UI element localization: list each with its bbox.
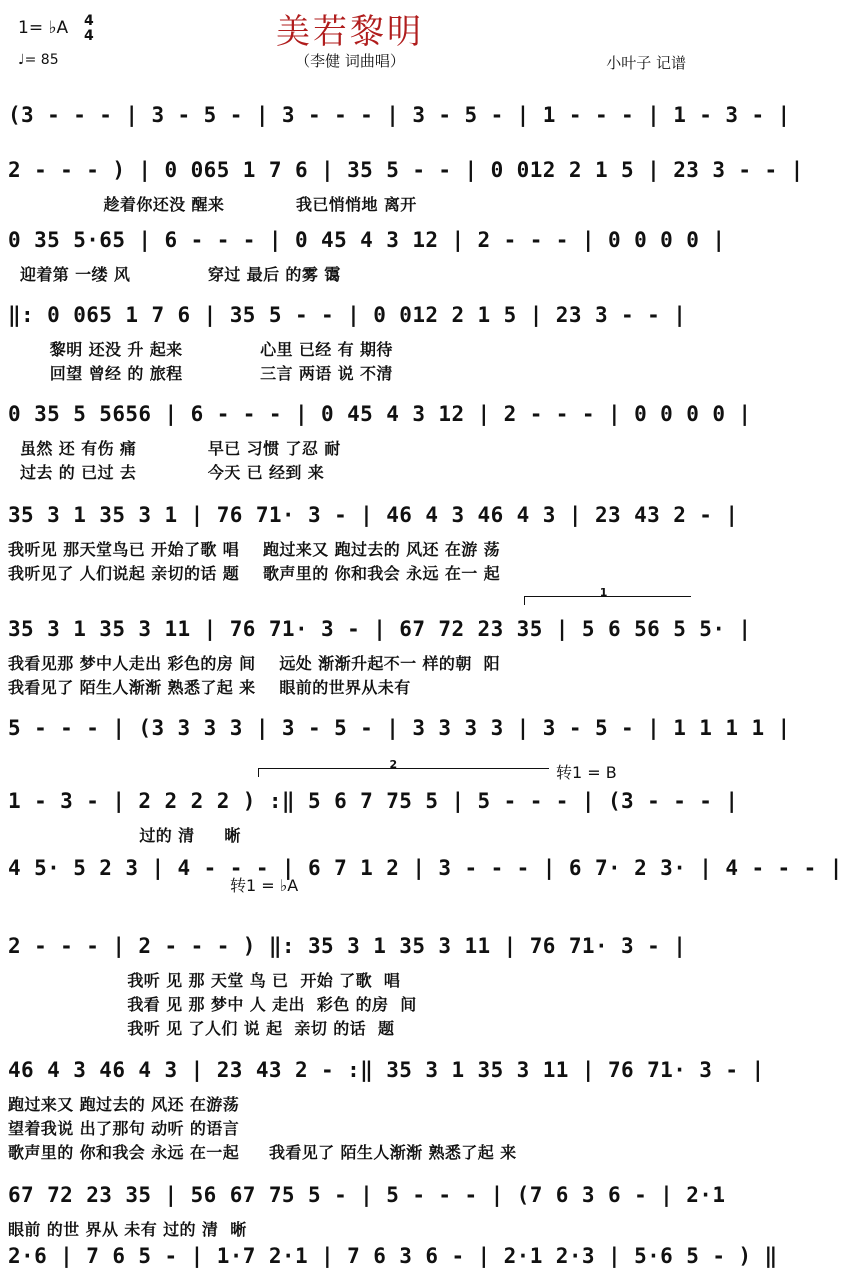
jianpu-notes: 46 4 3 46 4 3 | 23 43 2 - :‖ 35 3 1 35 3 11 | 76 71· 3 - | <box>8 1058 765 1082</box>
jianpu-notes: 0 35 5 5656 | 6 - - - | 0 45 4 3 12 | 2 - - - | 0 0 0 0 | <box>8 402 752 426</box>
volta-number: 2 <box>389 758 398 771</box>
lyric-line: 歌声里的 你和我会 永远 在一起 我看见了 陌生人渐渐 熟悉了起 来 <box>8 1143 517 1162</box>
jianpu-notes: 0 35 5·65 | 6 - - - | 0 45 4 3 12 | 2 - - - | 0 0 0 0 | <box>8 228 726 252</box>
notation-row <box>8 617 752 697</box>
jianpu-notes: 35 3 1 35 3 1 | 76 71· 3 - | 46 4 3 46 4 3 | 23 43 2 - | <box>8 503 739 527</box>
lyric-line: 我听见 那天堂鸟已 开始了歌 唱 跑过来又 跑过去的 风还 在游 荡 <box>8 540 501 559</box>
lyric-line: 我看见那 梦中人走出 彩色的房 间 远处 渐渐升起不一 样的朝 阳 <box>8 654 501 673</box>
lyric-line: 我听见了 人们说起 亲切的话 题 歌声里的 你和我会 永远 在一 起 <box>8 564 501 583</box>
notation-row <box>8 1058 765 1162</box>
lyric-line: 虽然 还 有伤 痛 早已 习惯 了忍 耐 <box>8 439 341 458</box>
notation-row <box>8 856 843 880</box>
jianpu-notes: 2·6 | 7 6 5 - | 1·7 2·1 | 7 6 3 6 - | 2·1 2·3 | 5·6 5 - ) ‖ <box>8 1244 778 1268</box>
volta-bracket-2 <box>258 758 549 777</box>
jianpu-notes: (3 - - - | 3 - 5 - | 3 - - - | 3 - 5 - | 1 - - - | 1 - 3 - | <box>8 103 791 127</box>
modulation-marker: 转1 = ♭A <box>230 876 299 895</box>
lyric-line: 跑过来又 跑过去的 风还 在游荡 <box>8 1095 240 1114</box>
lyric-line: 我看 见 那 梦中 人 走出 彩色 的房 间 <box>8 995 417 1014</box>
jianpu-notes: ‖: 0 065 1 7 6 | 35 5 - - | 0 012 2 1 5 | 23 3 - - | <box>8 303 687 327</box>
volta-bracket-1 <box>524 586 691 605</box>
notation-row <box>8 503 739 583</box>
meter-top: 4 <box>84 13 94 29</box>
song-credits: （李健 词曲唱） <box>295 52 405 70</box>
jianpu-notes: 1 - 3 - | 2 2 2 2 ) :‖ 5 6 7 75 5 | 5 - - - | (3 - - - | <box>8 789 739 813</box>
jianpu-notes: 5 - - - | (3 3 3 3 | 3 - 5 - | 3 3 3 3 | 3 - 5 - | 1 1 1 1 | <box>8 716 791 740</box>
key-signature: 1= ♭A <box>18 18 69 38</box>
notation-row <box>8 934 692 1038</box>
jianpu-notes: 2 - - - ) | 0 065 1 7 6 | 35 5 - - | 0 012 2 1 5 | 23 3 - - | <box>8 158 804 182</box>
jianpu-notes: 67 72 23 35 | 56 67 75 5 - | 5 - - - | (7 6 3 6 - | 2·1 <box>8 1183 726 1207</box>
jianpu-notes: 2 - - - | 2 - - - ) ‖: 35 3 1 35 3 11 | 76 71· 3 - | <box>8 934 687 958</box>
lyric-line: 我听 见 了人们 说 起 亲切 的话 题 <box>8 1019 395 1038</box>
notation-row <box>8 1244 778 1268</box>
transcriber-credit: 小叶子 记谱 <box>606 54 686 72</box>
notation-row <box>8 1183 726 1239</box>
modulation-marker: 转1 = B <box>556 763 617 782</box>
jianpu-notes: 35 3 1 35 3 11 | 76 71· 3 - | 67 72 23 35 | 5 6 56 5 5· | <box>8 617 752 641</box>
tempo-marking: ♩= 85 <box>18 52 59 68</box>
notation-row <box>8 228 726 284</box>
notation-row <box>8 402 752 482</box>
notation-row <box>8 158 804 214</box>
lyric-line: 我看见了 陌生人渐渐 熟悉了起 来 眼前的世界从未有 <box>8 678 411 697</box>
lyric-line: 我听 见 那 天堂 鸟 已 开始 了歌 唱 <box>8 971 401 990</box>
notation-row <box>8 103 791 127</box>
time-signature <box>84 14 94 44</box>
notation-row <box>8 303 692 383</box>
lyric-line: 黎明 还没 升 起来 心里 已经 有 期待 <box>8 340 393 359</box>
meter-bottom: 4 <box>84 28 94 44</box>
lyric-line: 过的 清 晰 <box>8 826 241 845</box>
lyric-line: 趁着你还没 醒来 我已悄悄地 离开 <box>8 195 417 214</box>
notation-row <box>8 716 791 740</box>
lyric-line: 过去 的 已过 去 今天 已 经到 来 <box>8 463 325 482</box>
song-title: 美若黎明 <box>276 12 424 52</box>
jianpu-notes: 4 5· 5 2 3 | 4 - - - | 6 7 1 2 | 3 - - - | 6 7· 2 3· | 4 - - - | <box>8 856 843 880</box>
lyric-line: 望着我说 出了那句 动听 的语言 <box>8 1119 240 1138</box>
volta-number: 1 <box>599 586 608 599</box>
lyric-line: 迎着第 一缕 风 穿过 最后 的雾 霭 <box>8 265 341 284</box>
lyric-line: 回望 曾经 的 旅程 三言 两语 说 不清 <box>8 364 393 383</box>
lyric-line: 眼前 的世 界从 未有 过的 清 晰 <box>8 1220 247 1239</box>
notation-row <box>8 789 739 845</box>
